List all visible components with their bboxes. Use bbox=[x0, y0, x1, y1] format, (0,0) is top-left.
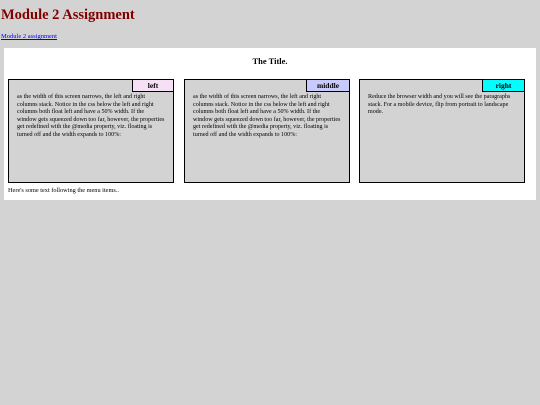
footer-text: Here's some text following the menu items.. bbox=[8, 187, 119, 194]
column-right-tag: right bbox=[482, 79, 525, 92]
column-middle bbox=[184, 79, 350, 183]
column-left-text: as the width of this screen narrows, the left and right columns stack. Notice in the css below the left and right columns both float left and have a 50% width. If the window gets squeezed down too far, however, the properties get redefined with the @media property, viz. floating is turned off and the width expands to 100%: bbox=[17, 94, 165, 138]
module-2-assignment-link[interactable]: Module 2 assignment bbox=[1, 33, 57, 40]
panel-title: The Title. bbox=[252, 56, 288, 66]
column-middle-text: as the width of this screen narrows, the left and right columns stack. Notice in the css below the left and right columns both float left and have a 50% width. If the window gets squeezed down too far, however, the properties get redefined with the @media property, viz. floating is turned off and the width expands to 100%: bbox=[193, 94, 341, 138]
column-left bbox=[8, 79, 174, 183]
page-heading: Module 2 Assignment bbox=[1, 7, 135, 23]
column-middle-tag: middle bbox=[306, 79, 350, 92]
column-right-text: Reduce the browser width and you will see the paragraphs stack. For a mobile device, flip from portrait to landscape mode. bbox=[368, 94, 511, 116]
content-panel bbox=[4, 48, 536, 200]
column-left-tag: left bbox=[132, 79, 174, 92]
column-right bbox=[359, 79, 525, 183]
